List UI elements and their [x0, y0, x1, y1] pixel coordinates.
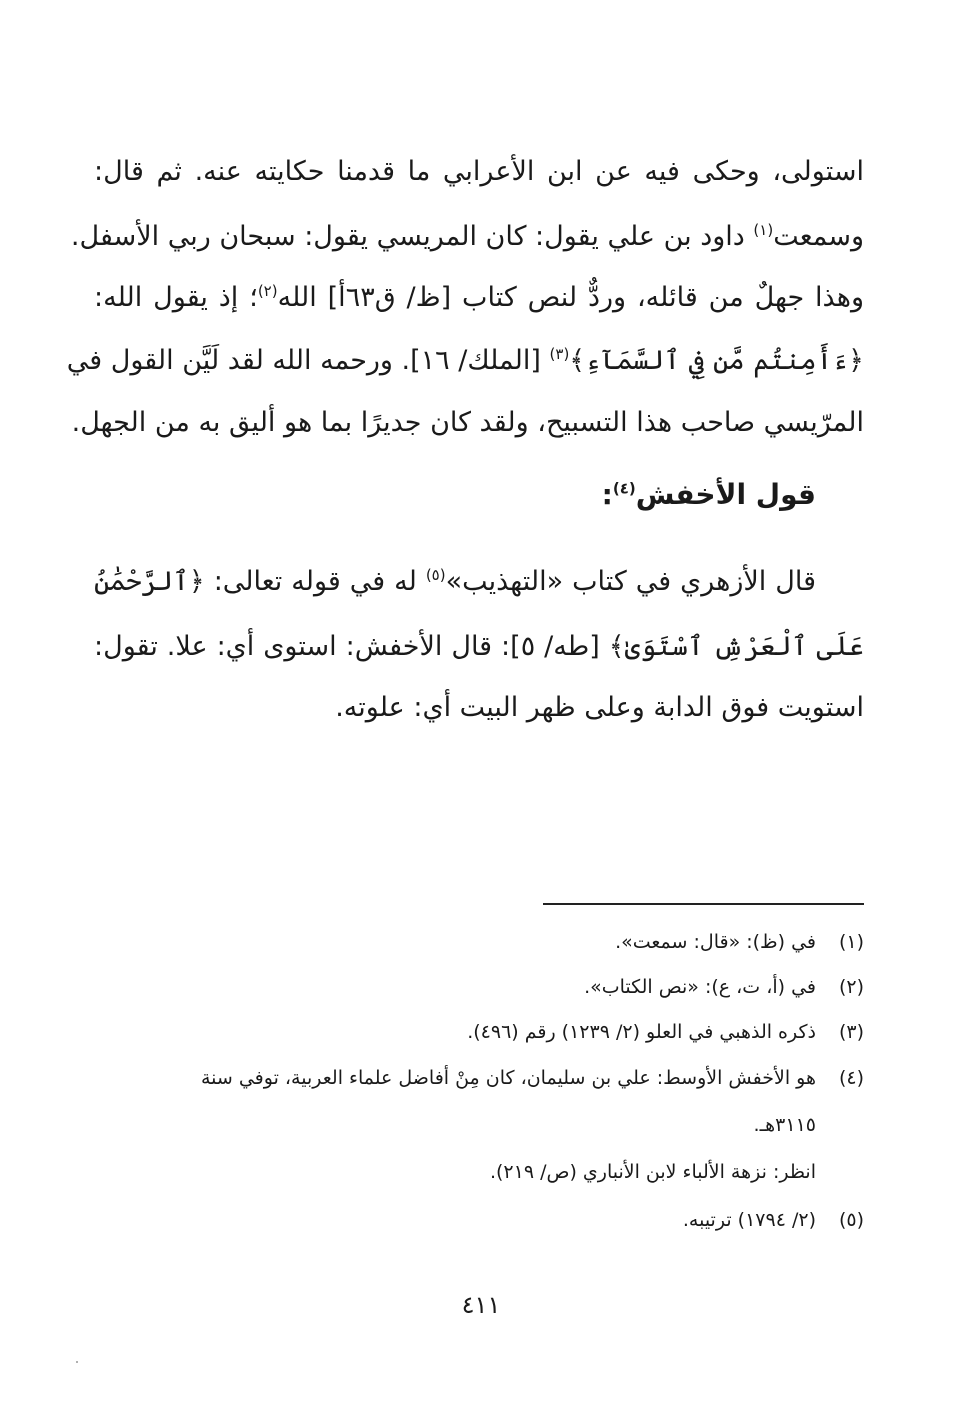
paragraph-line: [70, 221, 864, 253]
footnote-ref[interactable]: (٤): [612, 479, 636, 498]
text-run: استولى، وحكى فيه عن ابن الأعرابي ما قدمنا حكايته عنه. ثم قال:: [94, 156, 864, 187]
paragraph-line: [94, 692, 864, 724]
footnote-ref[interactable]: (٥): [425, 566, 446, 584]
paragraph-line: [71, 407, 864, 439]
footnote-text: انظر: نزهة الألباء لابن الأنباري (ص/ ٢١٩).: [489, 1161, 816, 1183]
footnote-number: (٥): [838, 1209, 864, 1231]
heading-text: قول الأخفش: [635, 478, 816, 511]
footnote: [201, 1065, 864, 1091]
footnote-text: ذكره الذهبي في العلو (٢/ ١٢٣٩) رقم (٤٩٦).: [467, 1021, 816, 1043]
footnote: [683, 1207, 864, 1233]
quran-verse: ﴿ءَأَمِنتُم مَّن فِي ٱلسَّمَآءِ﴾: [569, 345, 864, 376]
text-run: له في قوله تعالى:: [204, 566, 426, 597]
quran-verse: ﴿ٱلرَّحْمَٰنُ: [94, 566, 205, 597]
footnote-number: (٢): [838, 976, 864, 998]
footnote-number: (١): [838, 931, 864, 953]
page-number: ٤١١: [461, 1291, 501, 1319]
text-run: ؛ إذ يقول الله:: [94, 282, 258, 313]
footnote-continuation: [490, 1159, 816, 1185]
footnote-separator: [543, 903, 864, 905]
footnote-ref[interactable]: (٣): [549, 345, 570, 363]
paragraph-line: [94, 566, 864, 598]
text-run: وهذا جهلٌ من قائله، وردٌّ لنص كتاب [ظ/ ق٦٣أ] الله: [277, 282, 865, 313]
quran-verse: عَلَى ٱلْعَرْشِ ٱسْتَوَىٰ﴾: [608, 631, 864, 662]
text-run: [الملك/ ١٦]. ورحمه الله لقد لَيَّن القول في: [66, 345, 550, 376]
footnote: [615, 929, 864, 955]
paragraph-line: [94, 282, 864, 314]
footnote-text: في (أ، ت، ع): «نص الكتاب».: [584, 976, 816, 998]
heading-suffix: :: [601, 478, 613, 511]
footnote: [584, 974, 864, 1000]
text-run: داود بن علي يقول: كان المريسي يقول: سبحان ربي الأسفل.: [70, 221, 754, 252]
text-run: [طه/ ٥]: قال الأخفش: استوى أي: علا. تقول:: [94, 631, 609, 662]
footnote: [467, 1019, 864, 1045]
footnote-text: (٢/ ١٧٩٤) ترتيبه.: [682, 1209, 816, 1231]
text-run: وسمعت: [773, 221, 864, 252]
paragraph-line: [94, 156, 864, 188]
footnote-ref[interactable]: (٢): [257, 282, 278, 300]
paragraph-line: [94, 631, 864, 663]
text-run: المرّيسي صاحب هذا التسبيح، ولقد كان جديرًا بما هو أليق به من الجهل.: [71, 407, 864, 438]
footnote-number: (٤): [838, 1067, 864, 1089]
footnote-number: (٣): [838, 1021, 864, 1043]
paragraph-line: [66, 345, 864, 377]
text-run: قال الأزهري في كتاب «التهذيب»: [445, 566, 816, 597]
scan-speck: [76, 1361, 78, 1363]
footnote-continuation: [754, 1112, 816, 1138]
footnote-ref[interactable]: (١): [753, 221, 774, 239]
footnote-text: في (ظ): «قال: سمعت».: [615, 931, 816, 953]
text-run: استويت فوق الدابة وعلى ظهر البيت أي: علوته.: [335, 692, 864, 723]
footnote-text: ٣١١٥هـ.: [753, 1114, 816, 1136]
footnote-text: هو الأخفش الأوسط: علي بن سليمان، كان مِنْ أفاضل علماء العربية، توفي سنة: [200, 1067, 816, 1089]
section-heading: [602, 478, 816, 512]
